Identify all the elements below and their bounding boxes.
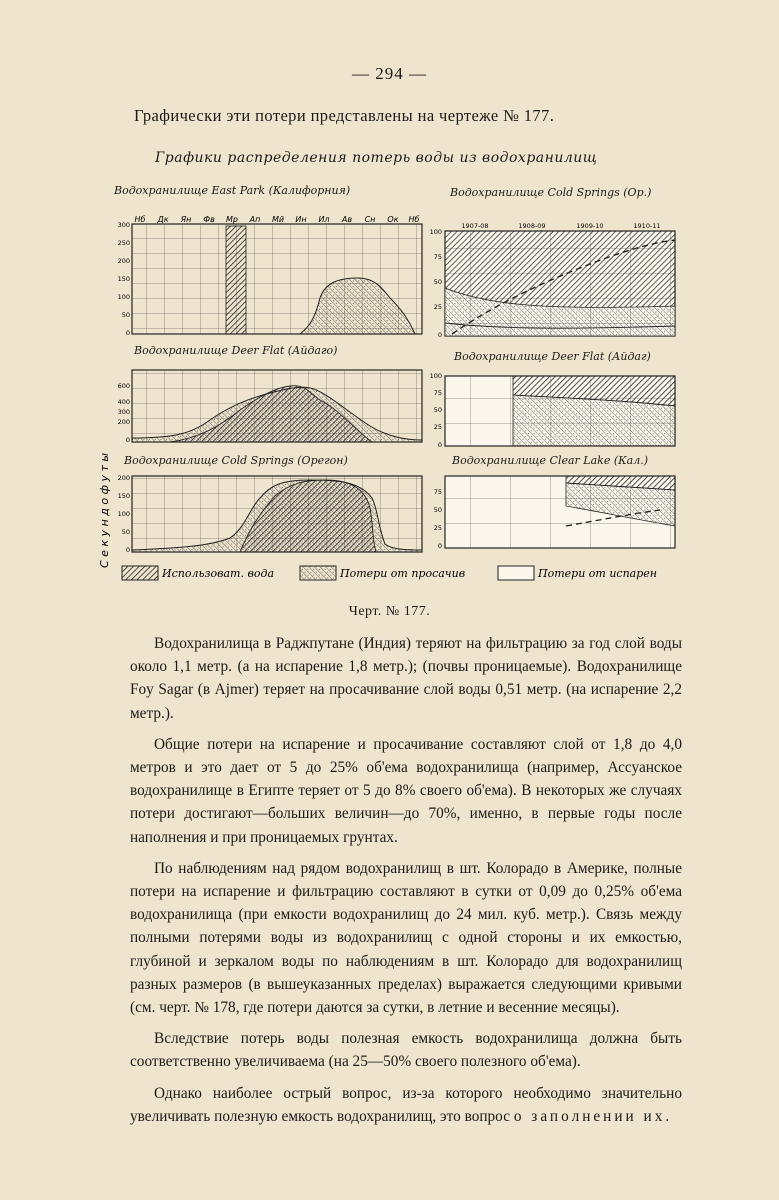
legend-swatch-evaporation xyxy=(498,566,534,580)
chart-clear-lake xyxy=(434,476,675,550)
chart-cold-springs-oregon xyxy=(118,474,422,554)
paragraph-4: Вследствие потерь воды полезная емкость водохранилища должна быть соответственно увеличиваема (на 25—50% своего полезного об'ема). xyxy=(130,1030,682,1071)
x-tick: Ав xyxy=(341,215,353,224)
y-tick: 0 xyxy=(125,329,130,337)
x-tick: Сн xyxy=(364,215,376,224)
clear-lake-grid xyxy=(445,476,675,548)
cold-springs-op-y-ticks xyxy=(430,228,442,339)
x-tick: Ил xyxy=(318,215,330,224)
legend-label-used: Использоват. вода xyxy=(162,567,275,580)
y-tick: 75 xyxy=(433,488,442,496)
x-tick: 1908-09 xyxy=(518,222,546,230)
y-tick: 0 xyxy=(125,546,130,554)
x-tick: Ок xyxy=(387,215,399,224)
y-tick: 250 xyxy=(117,239,130,247)
y-tick: 200 xyxy=(117,418,130,426)
chart-cold-springs-op xyxy=(430,222,675,339)
clear-lake-y-ticks xyxy=(434,488,442,550)
panel-title-cold-springs-oregon: Водохранилище Cold Springs (Орегон) xyxy=(124,454,348,467)
chart-deer-flat-right xyxy=(430,372,675,449)
x-tick: 1907-08 xyxy=(461,222,489,230)
y-tick: 75 xyxy=(433,389,442,397)
y-tick: 25 xyxy=(433,423,442,431)
legend-swatch-seepage xyxy=(300,566,336,580)
x-tick: Ин xyxy=(295,215,307,224)
paragraph-5 xyxy=(130,1082,682,1128)
cold-springs-op-grid xyxy=(445,231,675,336)
deer-flat-right-y-ticks xyxy=(430,372,442,449)
y-tick: 75 xyxy=(433,253,442,261)
panel-title-cold-springs-op: Водохранилище Cold Springs (Ор.) xyxy=(450,186,652,199)
figure-177 xyxy=(98,148,690,600)
x-tick: Дк xyxy=(157,215,169,224)
y-tick: 100 xyxy=(429,372,442,380)
y-tick: 200 xyxy=(117,474,130,482)
paragraph-3: По наблюдениям над рядом водохранилищ в шт. Колорадо в Америке, полные потери на испарение и фильтрацию составляют в сутки от 0,09 до 0,25% об'ема водохранилища (при емкости водохранилищ до 24 мил. куб. метр.). Связь между полными потерями воды из водохранилищ с одной стороны и их емкостью, глубиной и зеркалом воды по наблюдениям в шт. Колорадо для водохранилищ разных размеров (в вышеуказанных пределах) выражается следующими кривыми (см. черт. № 178, где потери даются за сутки, в летние и весенние месяцы). xyxy=(130,859,682,1017)
deer-flat-right-grid xyxy=(445,376,675,446)
y-tick: 50 xyxy=(121,311,130,319)
figure-caption: Черт. № 177. xyxy=(348,604,431,619)
y-tick: 300 xyxy=(117,221,130,229)
legend-label-evaporation: Потери от испарен xyxy=(538,567,658,580)
legend-swatch-used xyxy=(122,566,158,580)
cold-springs-oregon-y-ticks xyxy=(118,474,130,554)
y-tick: 0 xyxy=(437,441,442,449)
intro-line: Графически эти потери представлены на чертеже № 177. xyxy=(134,106,555,125)
y-tick: 50 xyxy=(433,506,442,514)
legend-label-seepage: Потери от просачив xyxy=(340,567,466,580)
y-tick: 50 xyxy=(433,406,442,414)
figure-drawing xyxy=(98,148,690,600)
east-park-month-labels xyxy=(135,215,420,224)
x-tick: Мй xyxy=(271,215,285,224)
chart-deer-flat-left xyxy=(118,370,422,444)
x-tick: 1910-11 xyxy=(633,222,661,230)
y-tick: 100 xyxy=(117,293,130,301)
y-tick: 100 xyxy=(429,228,442,236)
y-tick: 0 xyxy=(125,436,130,444)
y-tick: 50 xyxy=(433,278,442,286)
y-tick: 25 xyxy=(433,524,442,532)
x-tick: Ап xyxy=(249,215,261,224)
x-tick: Нб xyxy=(408,215,420,224)
cold-springs-op-x-ticks xyxy=(461,222,660,230)
y-tick: 300 xyxy=(117,408,130,416)
panel-title-deer-flat-right: Водохранилище Deer Flat (Айдаг) xyxy=(454,350,651,363)
y-tick: 25 xyxy=(433,303,442,311)
y-tick: 400 xyxy=(117,398,130,406)
legend xyxy=(122,566,657,580)
x-tick: Нб xyxy=(134,215,146,224)
y-tick: 0 xyxy=(437,331,442,339)
chart-east-park xyxy=(118,215,422,337)
paragraph-2: Общие потери на испарение и просачивание составляют слой от 1,8 до 4,0 метров и это дает от 5 до 25% об'ема водохранилища (например, Ассуанское водохранилище в Египте теряет от 5 до 8% своего об'ема). В некоторых же случаях потери достигают—больших величин—до 70%, именно, в первые годы после наполнения и при проницаемых грунтах. xyxy=(130,735,682,846)
y-tick: 0 xyxy=(437,542,442,550)
x-tick: Ян xyxy=(180,215,192,224)
y-tick: 50 xyxy=(121,528,130,536)
x-tick: 1909-10 xyxy=(576,222,604,230)
figure-title: Графики распределения потерь воды из водохранилищ xyxy=(155,150,598,166)
paragraph-5-start: Однако наиболее острый вопрос, из-за которого необходимо значительно увеличивать полезную емкость водохранилищ, это вопрос xyxy=(130,1084,682,1125)
panel-title-east-park: Водохранилище East Park (Калифорния) xyxy=(114,184,351,197)
paragraph-5-spaced: о заполнении их. xyxy=(513,1107,673,1125)
y-tick: 100 xyxy=(117,510,130,518)
east-park-used-water-area xyxy=(226,226,246,334)
east-park-y-ticks xyxy=(118,221,130,337)
y-tick: 150 xyxy=(117,275,130,283)
panel-title-clear-lake: Водохранилище Clear Lake (Кал.) xyxy=(452,454,648,467)
x-tick: Фв xyxy=(203,215,215,224)
paragraph-1: Водохранилища в Раджпутане (Индия) теряют на фильтрацию за год слой воды около 1,1 метр. (а на испарение 1,8 метр.); (почвы проницаемые). Водохранилище Foy Sagar (в Ajmer) теряет на просачивание слой воды 0,51 метр. (на испарение 2,2 метр.). xyxy=(130,635,682,722)
vertical-axis-label: С е к у н д о ф у т ы xyxy=(98,452,111,568)
panel-title-deer-flat-left: Водохранилище Deer Flat (Айдаго) xyxy=(134,344,338,357)
y-tick: 150 xyxy=(117,492,130,500)
body-text xyxy=(130,632,682,1136)
y-tick: 200 xyxy=(117,257,130,265)
page-number: — 294 — xyxy=(352,64,427,83)
deer-flat-left-y-ticks xyxy=(118,382,130,444)
y-tick: 600 xyxy=(117,382,130,390)
x-tick: Мр xyxy=(226,215,238,224)
